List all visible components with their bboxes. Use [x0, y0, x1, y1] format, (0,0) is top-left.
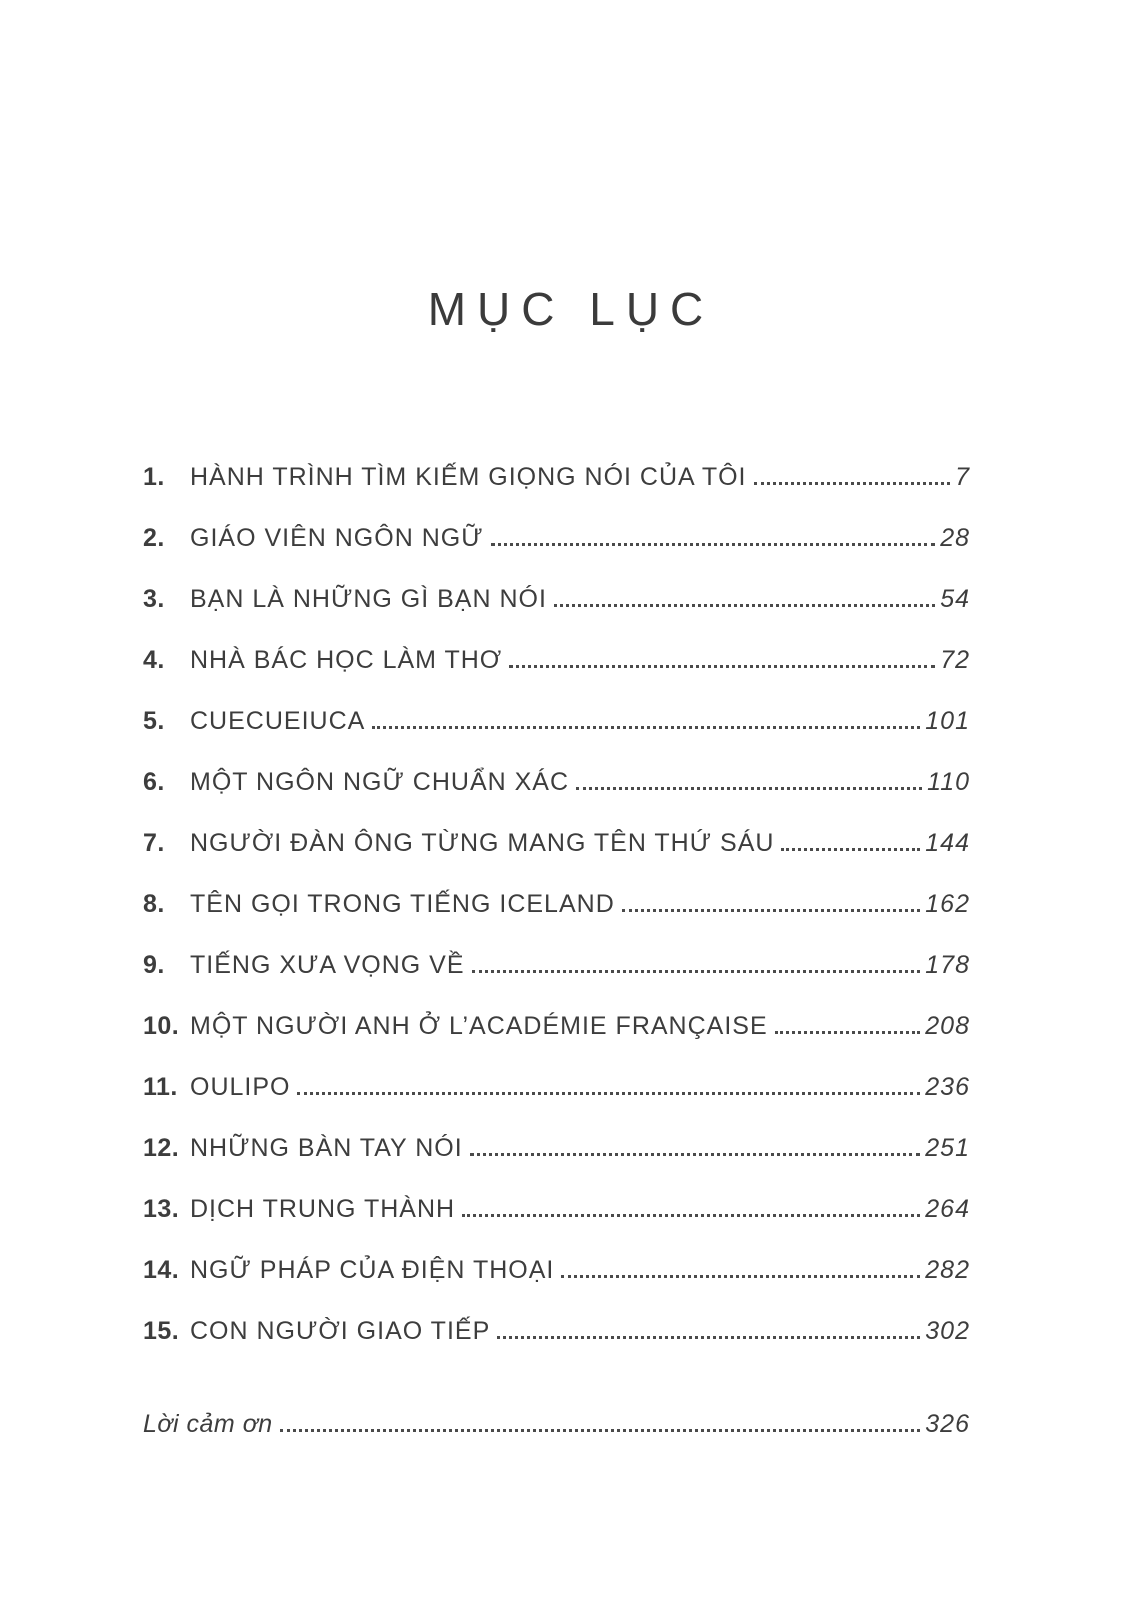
toc-entry-number: 1.: [143, 463, 165, 491]
dot-leader: [576, 787, 922, 790]
toc-footer-page: 326: [925, 1410, 970, 1438]
toc-entry-number: 8.: [143, 890, 165, 918]
toc-entry-title: GIÁO VIÊN NGÔN NGỮ: [190, 524, 484, 552]
dot-leader: [470, 1153, 921, 1156]
dot-leader: [775, 1031, 921, 1034]
toc-entry-number: 5.: [143, 707, 165, 735]
toc-entry-page: 54: [940, 585, 970, 613]
dot-leader: [280, 1429, 921, 1432]
toc-entry-title: NGƯỜI ĐÀN ÔNG TỪNG MANG TÊN THỨ SÁU: [190, 829, 775, 857]
toc-entry-title: CUECUEIUCA: [190, 707, 366, 735]
toc-entry-page: 101: [925, 707, 970, 735]
toc-footer-row: [143, 1411, 970, 1438]
toc-entry: [143, 1074, 970, 1101]
toc-entry: [143, 586, 970, 613]
toc-entry-page: 251: [925, 1134, 970, 1162]
toc-entry-page: 208: [925, 1012, 970, 1040]
toc-footer-label: Lời cảm ơn: [143, 1410, 273, 1438]
toc-entry-title: NGỮ PHÁP CỦA ĐIỆN THOẠI: [190, 1256, 555, 1284]
toc-entry-title: BẠN LÀ NHỮNG GÌ BẠN NÓI: [190, 585, 547, 613]
toc-entry-page: 236: [925, 1073, 970, 1101]
toc-entry-number: 15.: [143, 1317, 180, 1345]
toc-entry-number: 9.: [143, 951, 165, 979]
toc-entry: [143, 1013, 970, 1040]
dot-leader: [297, 1092, 920, 1095]
toc-entry-number: 7.: [143, 829, 165, 857]
toc-entry-page: 144: [925, 829, 970, 857]
toc-entry: [143, 952, 970, 979]
toc-entry-title: MỘT NGÔN NGỮ CHUẨN XÁC: [190, 768, 570, 796]
dot-leader: [781, 848, 920, 851]
dot-leader: [561, 1275, 920, 1278]
page-title: MỤC LỤC: [427, 283, 715, 335]
toc-entry-page: 7: [955, 463, 970, 491]
toc-entry: [143, 1318, 970, 1345]
toc-entry-number: 10.: [143, 1012, 180, 1040]
toc-entry-page: 162: [925, 890, 970, 918]
toc-entry-title: TIẾNG XƯA VỌNG VỀ: [190, 951, 465, 979]
toc-entry: [143, 1135, 970, 1162]
toc-entry-title: CON NGƯỜI GIAO TIẾP: [190, 1317, 491, 1345]
toc-entry-page: 110: [927, 768, 970, 796]
dot-leader: [509, 665, 935, 668]
toc-entry-number: 6.: [143, 768, 165, 796]
dot-leader: [754, 482, 951, 485]
toc-entry-page: 264: [925, 1195, 970, 1223]
dot-leader: [497, 1336, 920, 1339]
dot-leader: [554, 604, 935, 607]
toc-entry: [143, 1257, 970, 1284]
dot-leader: [491, 543, 936, 546]
toc-entry-number: 4.: [143, 646, 165, 674]
toc-list: [143, 464, 970, 1438]
toc-entry-page: 302: [925, 1317, 970, 1345]
toc-entry-title: DỊCH TRUNG THÀNH: [190, 1195, 456, 1223]
toc-entry: [143, 525, 970, 552]
dot-leader: [462, 1214, 920, 1217]
toc-entry-number: 11.: [143, 1073, 178, 1101]
toc-entry-number: 13.: [143, 1195, 180, 1223]
toc-entry: [143, 891, 970, 918]
toc-entry-title: HÀNH TRÌNH TÌM KIẾM GIỌNG NÓI CỦA TÔI: [190, 463, 747, 491]
dot-leader: [472, 970, 921, 973]
toc-entry-page: 72: [940, 646, 970, 674]
dot-leader: [372, 726, 920, 729]
toc-entry-title: OULIPO: [190, 1073, 291, 1101]
toc-entry: [143, 1196, 970, 1223]
toc-entry-title: NHỮNG BÀN TAY NÓI: [190, 1134, 463, 1162]
toc-entry-page: 178: [925, 951, 970, 979]
toc-entry-page: 28: [940, 524, 970, 552]
toc-entry-number: 3.: [143, 585, 165, 613]
toc-entry-title: NHÀ BÁC HỌC LÀM THƠ: [190, 646, 503, 674]
toc-entry: [143, 647, 970, 674]
toc-entry: [143, 769, 970, 796]
toc-entry-title: MỘT NGƯỜI ANH Ở L’ACADÉMIE FRANÇAISE: [190, 1012, 768, 1040]
toc-entry-title: TÊN GỌI TRONG TIẾNG ICELAND: [190, 890, 615, 918]
toc-entry-number: 12.: [143, 1134, 180, 1162]
toc-entry: [143, 464, 970, 491]
toc-entry-page: 282: [925, 1256, 970, 1284]
toc-entry: [143, 708, 970, 735]
dot-leader: [622, 909, 921, 912]
toc-entry-number: 2.: [143, 524, 165, 552]
toc-entry-number: 14.: [143, 1256, 180, 1284]
toc-entry: [143, 830, 970, 857]
